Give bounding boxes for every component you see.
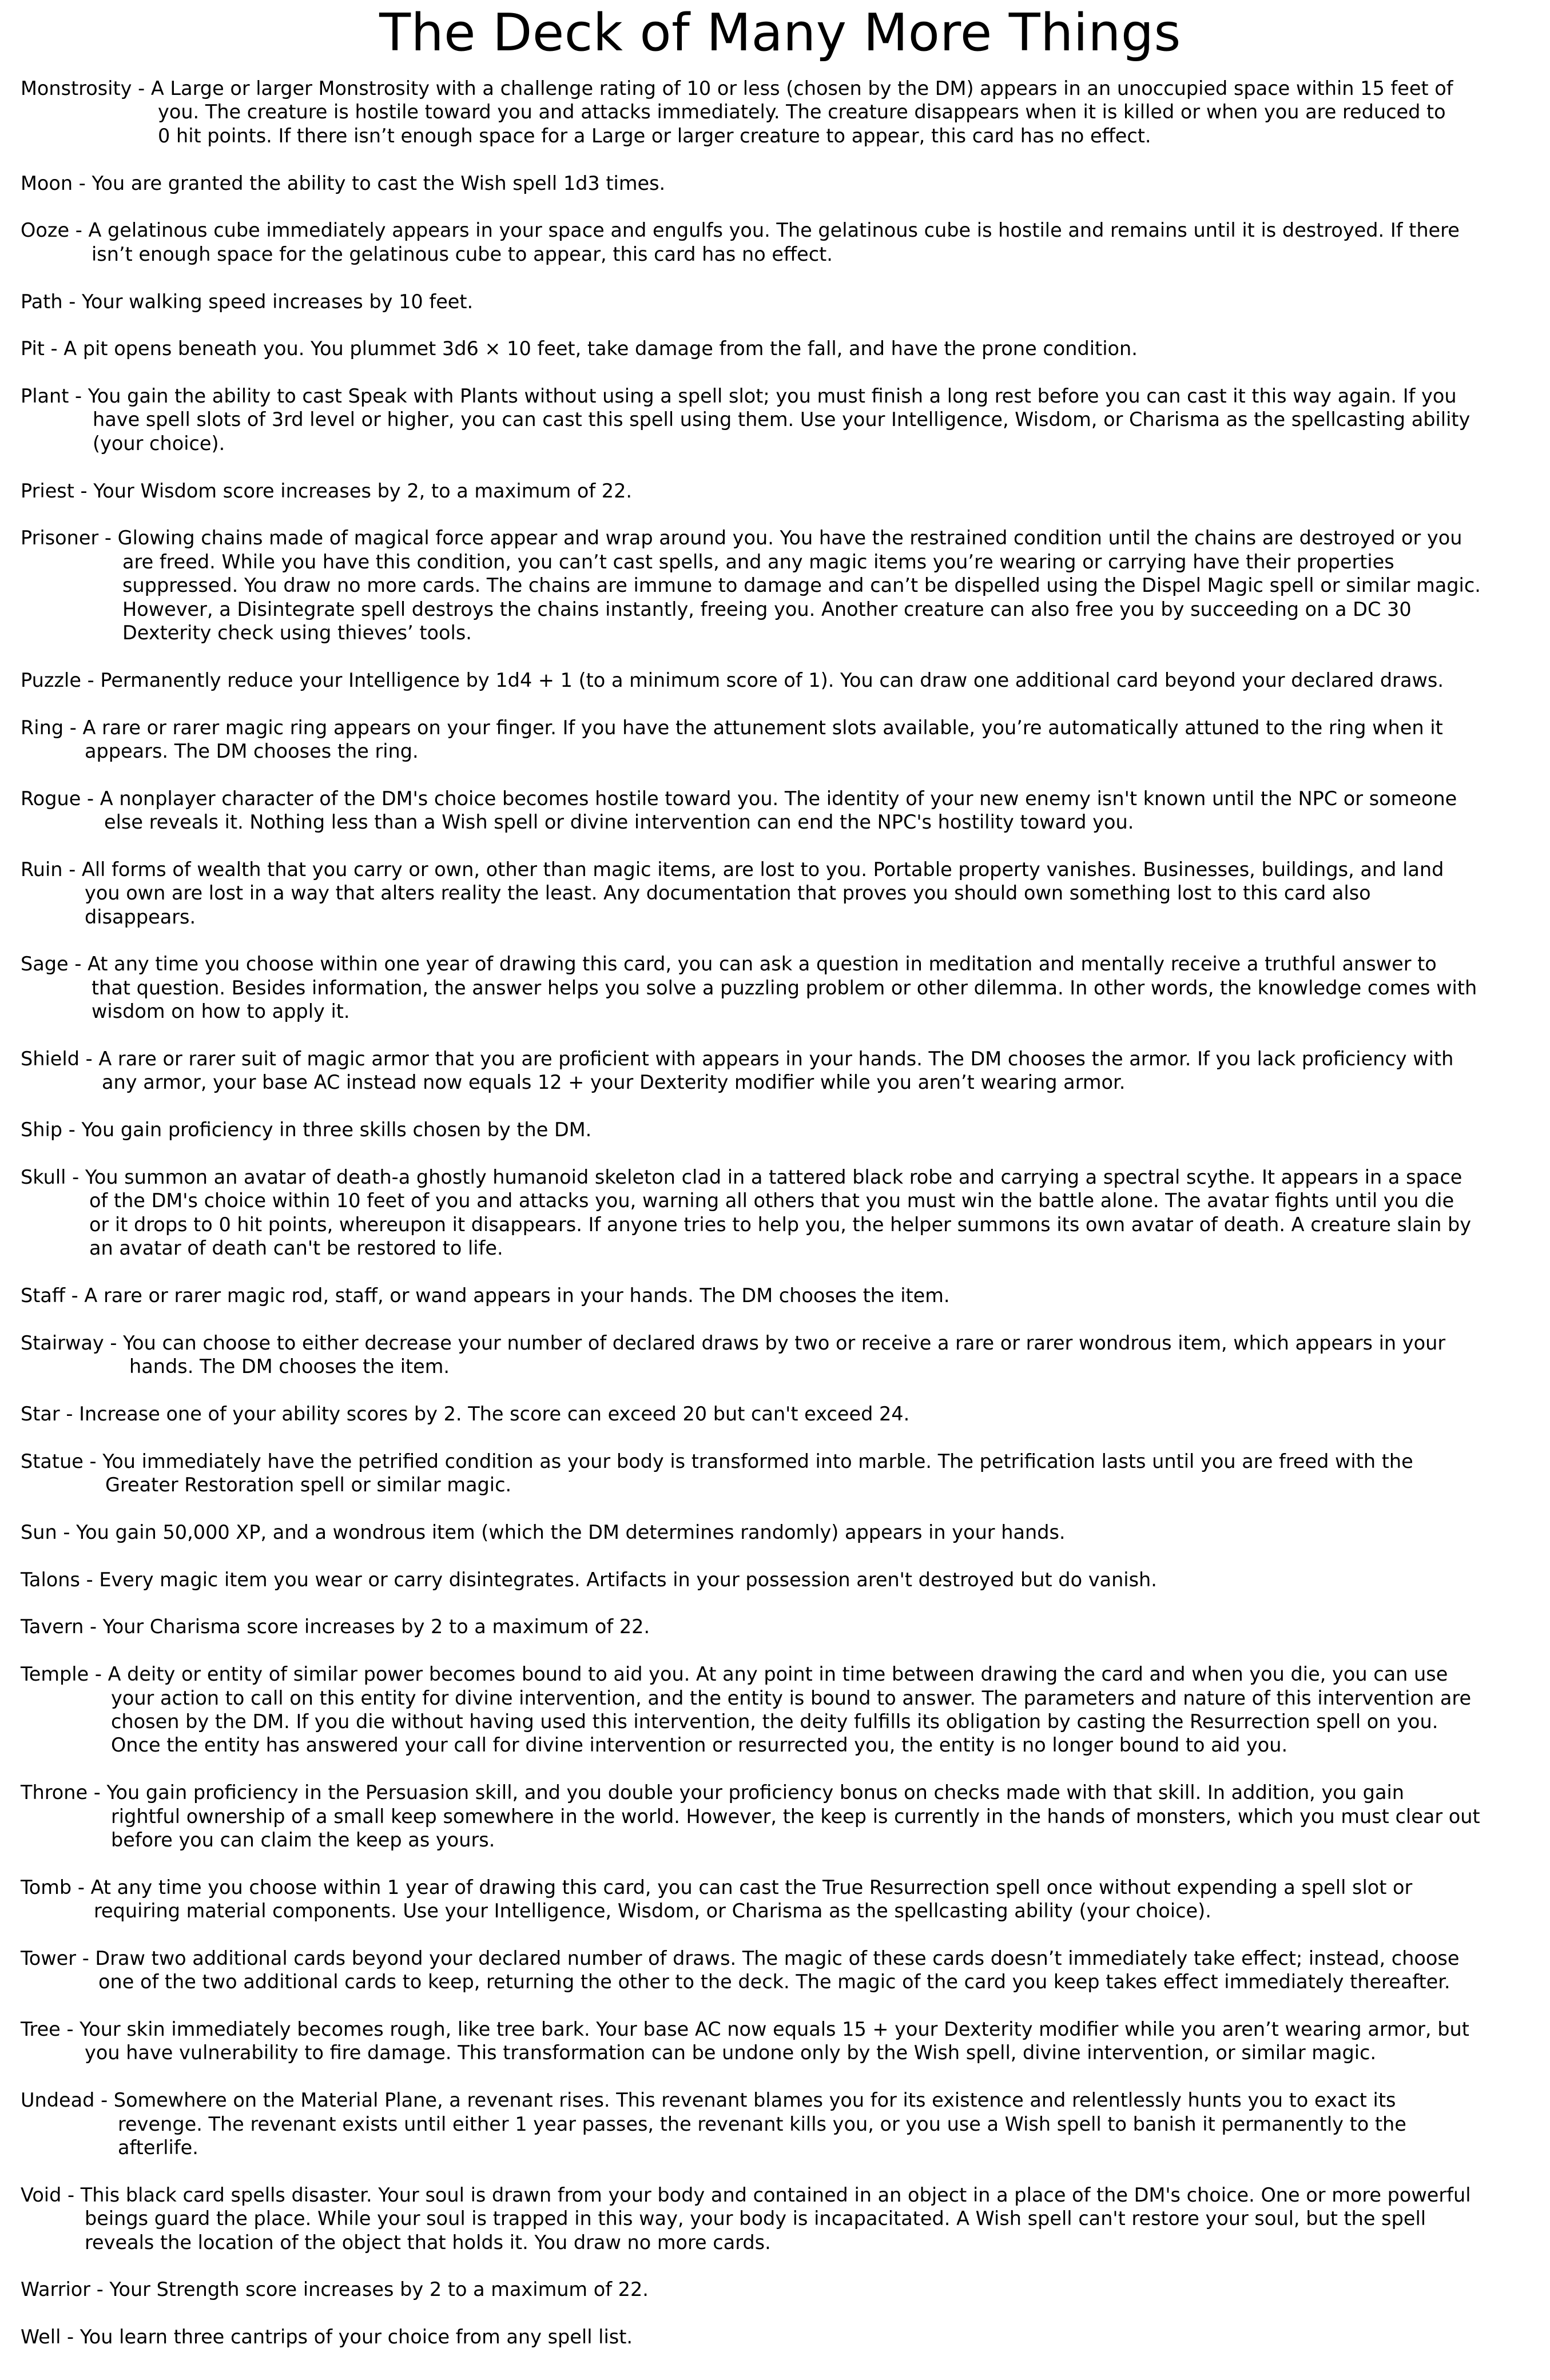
card-entry-list xyxy=(21,77,1540,2349)
card-entry-continuation-line: However, a Disintegrate spell destroys the chains instantly, freeing you. Another creature can also free you by succeeding on a DC 30 xyxy=(122,598,1412,620)
card-entry-statue xyxy=(21,1450,1540,1497)
card-entry-ooze xyxy=(21,218,1540,266)
card-entry-continuation-line: before you can claim the keep as yours. xyxy=(111,1828,495,1851)
card-entry-first-line: Tavern - Your Charisma score increases by 2 to a maximum of 22. xyxy=(21,1615,650,1638)
card-entry-continuation-line: rightful ownership of a small keep somewhere in the world. However, the keep is currently in the hands of monsters, which you must clear out xyxy=(111,1805,1480,1828)
card-entry-first-line: Well - You learn three cantrips of your choice from any spell list. xyxy=(21,2326,633,2349)
card-entry-first-line: Tree - Your skin immediately becomes rough, like tree bark. Your base AC now equals 15 + your Dexterity modifier while you aren’t wearing armor, but xyxy=(21,2018,1469,2041)
card-entry-path xyxy=(21,290,1540,313)
card-entry-continuation-line: afterlife. xyxy=(118,2136,198,2159)
card-entry-continuation-line: appears. The DM chooses the ring. xyxy=(85,739,419,762)
card-entry-star xyxy=(21,1402,1540,1426)
card-entry-continuation-line: any armor, your base AC instead now equals 12 + your Dexterity modifier while you aren’t wearing armor. xyxy=(102,1071,1126,1094)
card-entry-continuation-line: 0 hit points. If there isn’t enough space for a Large or larger creature to appear, this card has no effect. xyxy=(158,124,1151,147)
card-entry-ruin xyxy=(21,858,1540,929)
card-entry-continuation-line: Greater Restoration spell or similar magic. xyxy=(105,1474,512,1497)
card-entry-continuation-line: have spell slots of 3rd level or higher, you can cast this spell using them. Use your Intelligence, Wisdom, or Charisma as the spellcasting ability xyxy=(93,408,1470,431)
card-entry-monstrosity xyxy=(21,77,1540,148)
card-entry-first-line: Talons - Every magic item you wear or carry disintegrates. Artifacts in your possession aren't destroyed but do vanish. xyxy=(21,1568,1157,1591)
card-entry-continuation-line: suppressed. You draw no more cards. The chains are immune to damage and can’t be dispelled using the Dispel Magic spell or similar magic. xyxy=(122,574,1481,597)
card-entry-first-line: Monstrosity - A Large or larger Monstrosity with a challenge rating of 10 or less (chosen by the DM) appears in an unoccupied space within 15 feet of xyxy=(21,77,1453,100)
card-entry-continuation-line: revenge. The revenant exists until either 1 year passes, the revenant kills you, or you use a Wish spell to banish it permanently to the xyxy=(118,2112,1406,2135)
card-entry-continuation-line: or it drops to 0 hit points, whereupon it disappears. If anyone tries to help you, the helper summons its own avatar of death. A creature slain by xyxy=(89,1213,1472,1236)
card-entry-first-line: Ruin - All forms of wealth that you carry or own, other than magic items, are lost to you. Portable property vanishes. Businesses, buildings, and land xyxy=(21,858,1444,881)
card-entry-first-line: Undead - Somewhere on the Material Plane, a revenant rises. This revenant blames you for its existence and relentlessly hunts you to exact its xyxy=(21,2089,1396,2112)
card-entry-first-line: Star - Increase one of your ability scores by 2. The score can exceed 20 but can't exceed 24. xyxy=(21,1402,910,1425)
card-entry-ship xyxy=(21,1118,1540,1141)
card-entry-first-line: Priest - Your Wisdom score increases by 2, to a maximum of 22. xyxy=(21,479,633,502)
card-entry-continuation-line: (your choice). xyxy=(93,432,225,455)
card-entry-continuation-line: isn’t enough space for the gelatinous cube to appear, this card has no effect. xyxy=(92,242,833,265)
card-entry-continuation-line: requiring material components. Use your Intelligence, Wisdom, or Charisma as the spellcasting ability (your choice). xyxy=(94,1900,1211,1923)
card-entry-plant xyxy=(21,384,1540,455)
card-entry-first-line: Staff - A rare or rarer magic rod, staff, or wand appears in your hands. The DM chooses the item. xyxy=(21,1284,950,1307)
card-entry-undead xyxy=(21,2088,1540,2159)
card-entry-first-line: Shield - A rare or rarer suit of magic armor that you are proficient with appears in your hands. The DM chooses the armor. If you lack proficiency with xyxy=(21,1048,1454,1070)
card-entry-first-line: Sun - You gain 50,000 XP, and a wondrous item (which the DM determines randomly) appears in your hands. xyxy=(21,1521,1066,1543)
card-entry-continuation-line: reveals the location of the object that holds it. You draw no more cards. xyxy=(85,2231,771,2254)
card-entry-first-line: Void - This black card spells disaster. Your soul is drawn from your body and contained in an object in a place of the DM's choice. One or more powerful xyxy=(21,2183,1471,2206)
card-entry-first-line: Ring - A rare or rarer magic ring appears on your finger. If you have the attunement slots available, you’re automatically attuned to the ring when it xyxy=(21,716,1443,739)
card-entry-continuation-line: of the DM's choice within 10 feet of you and attacks you, warning all others that you must win the battle alone. The avatar fights until you die xyxy=(89,1189,1454,1212)
card-entry-well xyxy=(21,2325,1540,2349)
card-entry-tomb xyxy=(21,1876,1540,1923)
card-entry-first-line: Ship - You gain proficiency in three skills chosen by the DM. xyxy=(21,1119,592,1141)
card-entry-first-line: Plant - You gain the ability to cast Speak with Plants without using a spell slot; you must finish a long rest before you can cast it this way again. If you xyxy=(21,385,1457,408)
card-entry-first-line: Skull - You summon an avatar of death-a ghostly humanoid skeleton clad in a tattered black robe and carrying a spectral scythe. It appears in a space xyxy=(21,1165,1462,1188)
card-entry-first-line: Moon - You are granted the ability to cast the Wish spell 1d3 times. xyxy=(21,172,666,194)
card-entry-continuation-line: disappears. xyxy=(85,905,196,928)
card-entry-temple xyxy=(21,1662,1540,1757)
card-entry-continuation-line: you own are lost in a way that alters reality the least. Any documentation that proves you should own something lost to this card also xyxy=(85,882,1371,905)
card-entry-first-line: Throne - You gain proficiency in the Persuasion skill, and you double your proficiency bonus on checks made with that skill. In addition, you gain xyxy=(21,1781,1405,1804)
card-entry-priest xyxy=(21,479,1540,503)
card-entry-continuation-line: one of the two additional cards to keep, returning the other to the deck. The magic of the card you keep takes effect immediately thereafter. xyxy=(98,1971,1450,1993)
card-entry-continuation-line: Once the entity has answered your call for divine intervention or resurrected you, the entity is no longer bound to aid you. xyxy=(111,1734,1288,1757)
card-entry-first-line: Sage - At any time you choose within one year of drawing this card, you can ask a question in meditation and mentally receive a truthful answer to xyxy=(21,953,1437,976)
card-entry-first-line: Stairway - You can choose to either decrease your number of declared draws by two or receive a rare or rarer wondrous item, which appears in your xyxy=(21,1331,1446,1354)
card-entry-continuation-line: Dexterity check using thieves’ tools. xyxy=(122,621,472,644)
card-entry-warrior xyxy=(21,2278,1540,2301)
card-entry-ring xyxy=(21,716,1540,763)
card-entry-continuation-line: you have vulnerability to fire damage. This transformation can be undone only by the Wish spell, divine intervention, or similar magic. xyxy=(85,2041,1377,2064)
card-entry-talons xyxy=(21,1568,1540,1591)
page-title: The Deck of Many More Things xyxy=(379,3,1181,63)
card-entry-skull xyxy=(21,1165,1540,1260)
card-entry-first-line: Statue - You immediately have the petrified condition as your body is transformed into marble. The petrification lasts until you are freed with the xyxy=(21,1450,1413,1472)
card-entry-stairway xyxy=(21,1331,1540,1379)
card-entry-first-line: Path - Your walking speed increases by 10 feet. xyxy=(21,290,474,313)
card-entry-continuation-line: that question. Besides information, the answer helps you solve a puzzling problem or other dilemma. In other words, the knowledge comes with xyxy=(92,976,1477,999)
card-entry-continuation-line: wisdom on how to apply it. xyxy=(92,1000,350,1023)
card-entry-first-line: Tower - Draw two additional cards beyond your declared number of draws. The magic of these cards doesn’t immediately take effect; instead, choose xyxy=(21,1947,1460,1969)
card-entry-throne xyxy=(21,1781,1540,1852)
card-entry-continuation-line: chosen by the DM. If you die without having used this intervention, the deity fulfills its obligation by casting the Resurrection spell on you. xyxy=(111,1710,1438,1733)
card-entry-continuation-line: else reveals it. Nothing less than a Wish spell or divine intervention can end the NPC's hostility toward you. xyxy=(104,811,1134,834)
card-entry-tower xyxy=(21,1947,1540,1994)
card-entry-first-line: Rogue - A nonplayer character of the DM's choice becomes hostile toward you. The identity of your new enemy isn't known until the NPC or someone xyxy=(21,787,1457,810)
card-entry-sun xyxy=(21,1521,1540,1544)
card-entry-prisoner xyxy=(21,526,1540,644)
card-entry-void xyxy=(21,2183,1540,2254)
card-entry-shield xyxy=(21,1047,1540,1095)
card-entry-continuation-line: beings guard the place. While your soul is trapped in this way, your body is incapacitated. A Wish spell can't restore your soul, but the spell xyxy=(85,2207,1426,2230)
card-entry-continuation-line: an avatar of death can't be restored to life. xyxy=(89,1237,503,1260)
card-entry-first-line: Prisoner - Glowing chains made of magical force appear and wrap around you. You have the restrained condition until the chains are destroyed or you xyxy=(21,527,1462,550)
card-entry-first-line: Warrior - Your Strength score increases by 2 to a maximum of 22. xyxy=(21,2278,649,2301)
card-entry-first-line: Tomb - At any time you choose within 1 year of drawing this card, you can cast the True Resurrection spell once without expending a spell slot or xyxy=(21,1876,1413,1899)
card-entry-staff xyxy=(21,1284,1540,1307)
card-entry-rogue xyxy=(21,787,1540,834)
card-entry-continuation-line: hands. The DM chooses the item. xyxy=(129,1355,450,1378)
card-entry-continuation-line: your action to call on this entity for divine intervention, and the entity is bound to answer. The parameters and nature of this intervention are xyxy=(111,1686,1472,1709)
card-entry-first-line: Ooze - A gelatinous cube immediately appears in your space and engulfs you. The gelatinous cube is hostile and remains until it is destroyed. If there xyxy=(21,219,1460,242)
card-entry-first-line: Puzzle - Permanently reduce your Intelligence by 1d4 + 1 (to a minimum score of 1). You can draw one additional card beyond your declared draws. xyxy=(21,668,1444,691)
card-entry-tavern xyxy=(21,1615,1540,1638)
card-entry-sage xyxy=(21,952,1540,1023)
card-entry-first-line: Pit - A pit opens beneath you. You plummet 3d6 × 10 feet, take damage from the fall, and have the prone condition. xyxy=(21,337,1138,360)
card-entry-moon xyxy=(21,172,1540,195)
card-entry-puzzle xyxy=(21,668,1540,692)
card-entry-first-line: Temple - A deity or entity of similar power becomes bound to aid you. At any point in time between drawing the card and when you die, you can use xyxy=(21,1663,1448,1686)
card-entry-continuation-line: you. The creature is hostile toward you and attacks immediately. The creature disappears when it is killed or when you are reduced to xyxy=(158,101,1446,124)
card-entry-tree xyxy=(21,2017,1540,2065)
card-entry-continuation-line: are freed. While you have this condition, you can’t cast spells, and any magic items you’re wearing or carrying have their properties xyxy=(122,550,1394,573)
card-entry-pit xyxy=(21,337,1540,360)
